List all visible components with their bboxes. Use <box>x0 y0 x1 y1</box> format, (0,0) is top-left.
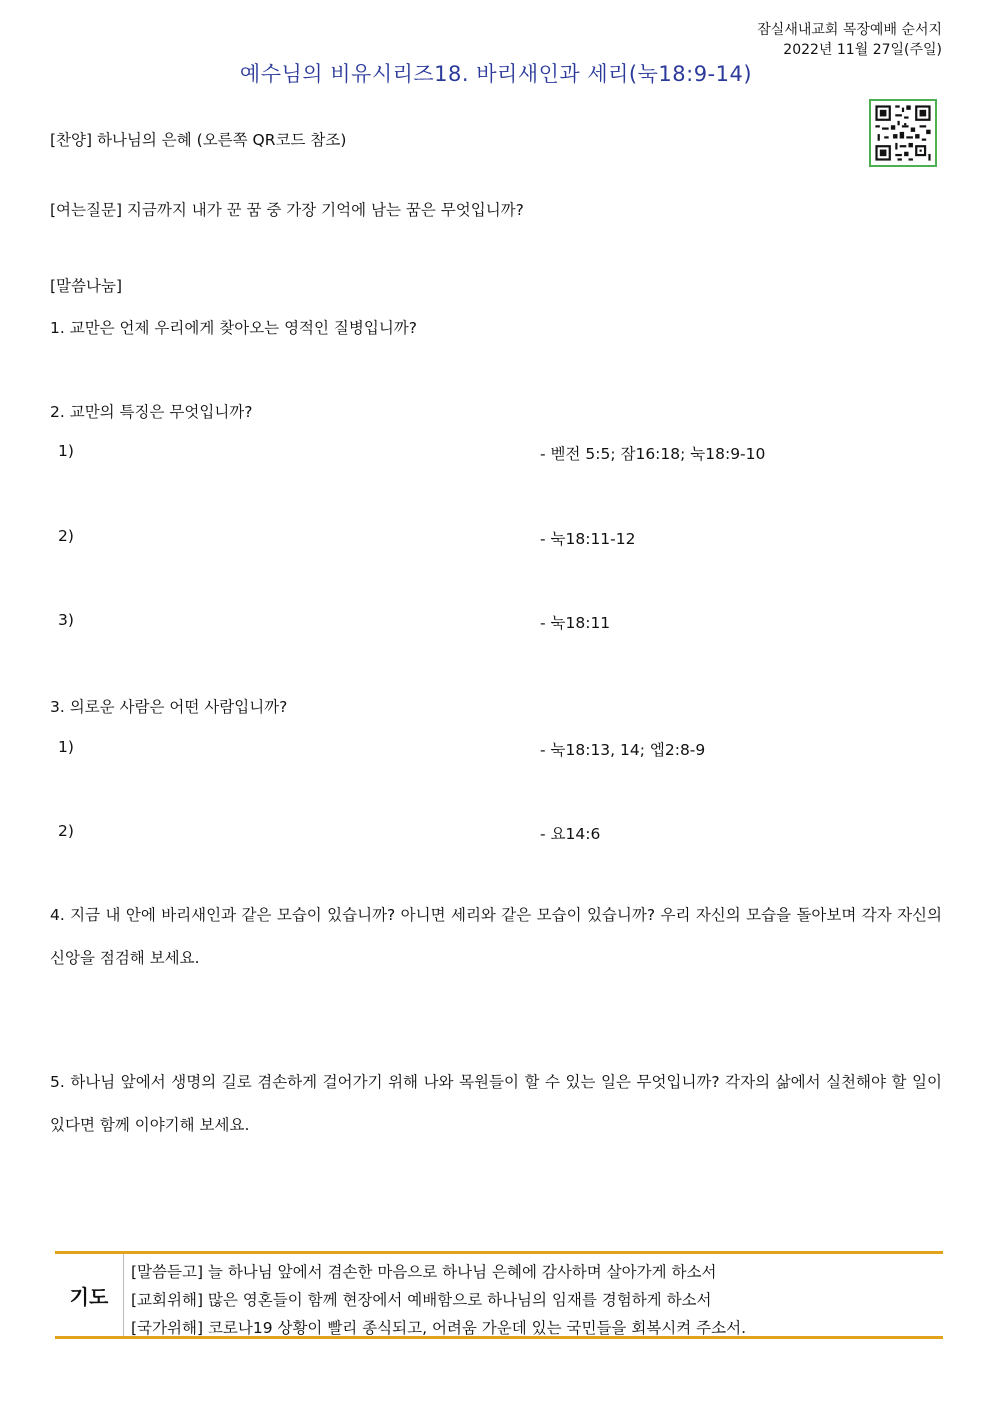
page-title: 예수님의 비유시리즈18. 바리새인과 세리(눅18:9-14) <box>239 62 753 86</box>
q3-item-2-number: 2) <box>58 822 74 840</box>
q2-item-1-reference: - 벧전 5:5; 잠16:18; 눅18:9-10 <box>540 445 766 463</box>
hymn-line: [찬양] 하나님의 은혜 (오른쪽 QR코드 참조) <box>50 131 347 149</box>
question-1: 1. 교만은 언제 우리에게 찾아오는 영적인 질병입니까? <box>50 319 418 337</box>
q2-item-2-reference: - 눅18:11-12 <box>540 530 636 548</box>
q2-item-3-number: 3) <box>58 611 74 629</box>
prayer-line-word: [말씀듣고] 늘 하나님 앞에서 겸손한 마음으로 하나님 은혜에 감사하며 살아가게 하소서 <box>131 1263 717 1281</box>
prayer-line-church: [교회위해] 많은 영혼들이 함께 현장에서 예배함으로 하나님의 임재를 경험하게 하소서 <box>131 1291 712 1309</box>
q3-item-1-reference: - 눅18:13, 14; 엡2:8-9 <box>540 741 706 759</box>
question-2: 2. 교만의 특징은 무엇입니까? <box>50 403 253 421</box>
service-date: 2022년 11월 27일(주일) <box>783 42 942 58</box>
q3-item-1-number: 1) <box>58 738 74 756</box>
prayer-box <box>55 1251 943 1339</box>
question-3: 3. 의로운 사람은 어떤 사람입니까? <box>50 698 288 716</box>
q2-item-3-reference: - 눅18:11 <box>540 614 611 632</box>
q2-item-1-number: 1) <box>58 442 74 460</box>
church-name: 잠실새내교회 목장예배 순서지 <box>757 22 942 38</box>
opening-question: [여는질문] 지금까지 내가 꾼 꿈 중 가장 기억에 남는 꿈은 무엇입니까? <box>50 201 524 219</box>
q3-item-2-reference: - 요14:6 <box>540 825 601 843</box>
qr-code-icon[interactable] <box>869 99 937 167</box>
question-5: 5. 하나님 앞에서 생명의 길로 겸손하게 걸어가기 위해 나와 목원들이 할 수 있는 일은 무엇입니까? 각자의 삶에서 실천해야 할 일이 있다면 함께 이야기해 보세요. <box>50 1073 942 1134</box>
prayer-label: 기도 <box>55 1254 124 1336</box>
prayer-line-nation: [국가위해] 코로나19 상황이 빨리 종식되고, 어려움 가운데 있는 국민들을 회복시켜 주소서. <box>131 1319 746 1337</box>
question-4: 4. 지금 내 안에 바리새인과 같은 모습이 있습니까? 아니면 세리와 같은 모습이 있습니까? 우리 자신의 모습을 돌아보며 각자 자신의 신앙을 점검해 보세요. <box>50 906 942 967</box>
sharing-heading: [말씀나눔] <box>50 277 122 295</box>
prayer-lines <box>131 1258 746 1342</box>
q2-item-2-number: 2) <box>58 527 74 545</box>
